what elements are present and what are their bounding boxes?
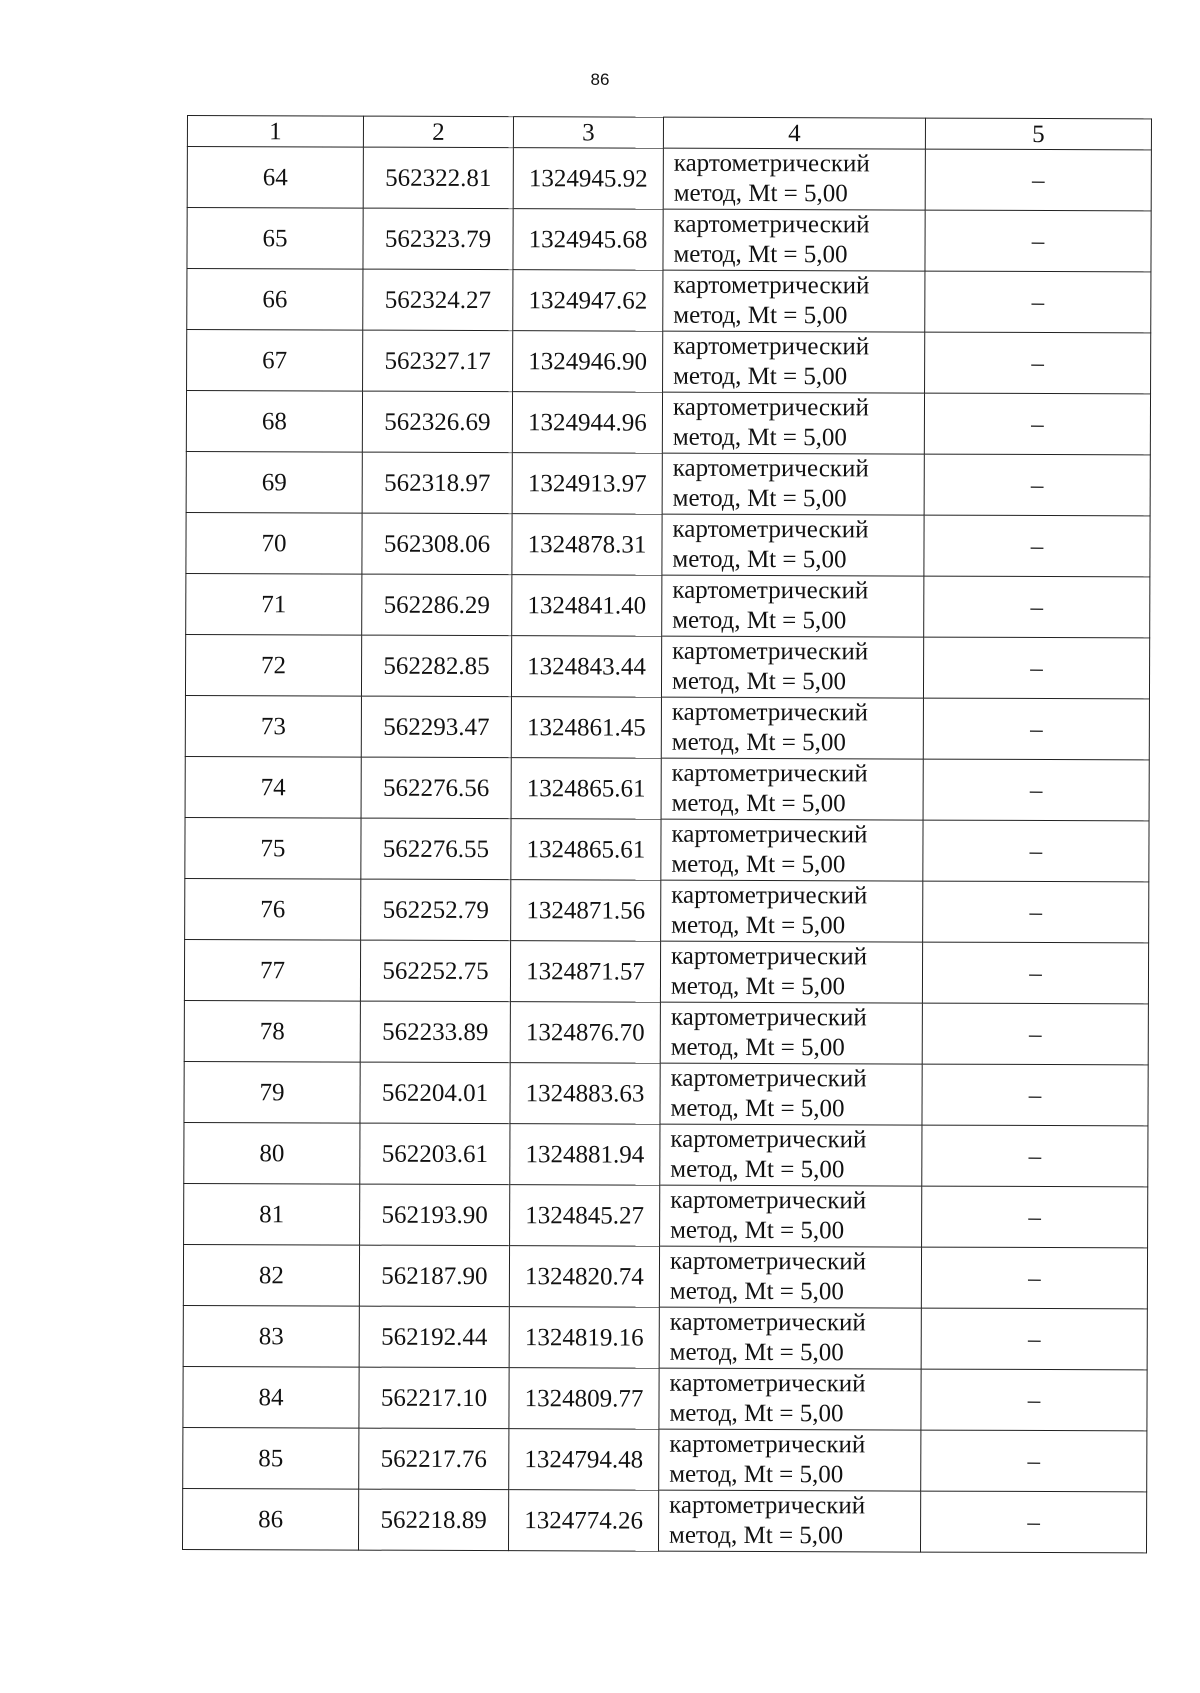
- table-row: [184, 1000, 1148, 1064]
- method-cell: [662, 514, 924, 576]
- note-cell: –: [921, 1430, 1147, 1492]
- note-cell: –: [923, 698, 1149, 760]
- y-coordinate-cell: 1324945.92: [513, 148, 663, 210]
- method-text-line2: метод, Mt = 5,00: [671, 789, 846, 818]
- table-row: [182, 1488, 1146, 1552]
- method-cell: [659, 1307, 921, 1369]
- method-text-line2: метод, Mt = 5,00: [672, 484, 847, 513]
- method-cell: [662, 575, 924, 637]
- header-col-1: 1: [187, 116, 363, 148]
- method-cell: [658, 1490, 920, 1552]
- y-coordinate-cell: 1324946.90: [513, 331, 663, 393]
- method-text-line2: метод, Mt = 5,00: [669, 1460, 844, 1489]
- x-coordinate-cell: 562286.29: [362, 574, 512, 636]
- method-text-line1: картометрический: [669, 1491, 866, 1520]
- note-cell: –: [924, 454, 1150, 516]
- y-coordinate-cell: 1324871.57: [510, 941, 660, 1003]
- table-row: [185, 878, 1149, 942]
- table-row: [187, 269, 1151, 333]
- method-text-line1: картометрический: [670, 1186, 867, 1215]
- note-cell: –: [922, 1186, 1148, 1248]
- x-coordinate-cell: 562233.89: [360, 1001, 510, 1063]
- method-text-line1: картометрический: [669, 1308, 866, 1337]
- method-text-line2: метод, Mt = 5,00: [669, 1399, 844, 1428]
- y-coordinate-cell: 1324774.26: [508, 1490, 658, 1552]
- x-coordinate-cell: 562203.61: [360, 1123, 510, 1185]
- method-text-line2: метод, Mt = 5,00: [670, 1155, 845, 1184]
- method-cell: [660, 1124, 922, 1186]
- method-cell: [663, 148, 925, 210]
- method-text-line2: метод, Mt = 5,00: [670, 1033, 845, 1062]
- note-cell: –: [925, 332, 1151, 394]
- table-row: [185, 695, 1149, 759]
- table-row: [185, 817, 1149, 881]
- table-row: [185, 634, 1149, 698]
- x-coordinate-cell: 562252.75: [360, 940, 510, 1002]
- method-text-line1: картометрический: [670, 1003, 867, 1032]
- note-cell: –: [924, 515, 1150, 577]
- method-text-line1: картометрический: [671, 759, 868, 788]
- note-cell: –: [921, 1369, 1147, 1431]
- method-cell: [659, 1368, 921, 1430]
- method-text-line1: картометрический: [670, 1125, 867, 1154]
- x-coordinate-cell: 562293.47: [361, 696, 511, 758]
- method-text-line1: картометрический: [671, 942, 868, 971]
- point-number-cell: 72: [185, 634, 361, 696]
- y-coordinate-cell: 1324865.61: [511, 758, 661, 820]
- note-cell: –: [922, 1125, 1148, 1187]
- x-coordinate-cell: 562217.10: [359, 1367, 509, 1429]
- coordinates-table: [182, 115, 1152, 1553]
- y-coordinate-cell: 1324841.40: [512, 575, 662, 637]
- y-coordinate-cell: 1324809.77: [509, 1368, 659, 1430]
- method-text-line2: метод, Mt = 5,00: [671, 911, 846, 940]
- table-row: [184, 1122, 1148, 1186]
- method-cell: [661, 636, 923, 698]
- method-text-line2: метод, Mt = 5,00: [671, 728, 846, 757]
- point-number-cell: 85: [183, 1427, 359, 1489]
- x-coordinate-cell: 562323.79: [363, 208, 513, 270]
- y-coordinate-cell: 1324845.27: [510, 1185, 660, 1247]
- point-number-cell: 73: [185, 695, 361, 757]
- y-coordinate-cell: 1324913.97: [512, 453, 662, 515]
- method-text-line2: метод, Mt = 5,00: [672, 423, 847, 452]
- method-cell: [663, 270, 925, 332]
- point-number-cell: 75: [185, 817, 361, 879]
- method-text-line2: метод, Mt = 5,00: [671, 667, 847, 696]
- method-cell: [662, 392, 924, 454]
- point-number-cell: 65: [187, 208, 363, 270]
- header-row: [187, 116, 1151, 150]
- y-coordinate-cell: 1324883.63: [510, 1063, 660, 1125]
- table-row: [187, 330, 1151, 394]
- method-text-line2: метод, Mt = 5,00: [672, 545, 847, 574]
- x-coordinate-cell: 562218.89: [358, 1489, 508, 1551]
- y-coordinate-cell: 1324876.70: [510, 1002, 660, 1064]
- x-coordinate-cell: 562252.79: [361, 879, 511, 941]
- note-cell: –: [923, 820, 1149, 882]
- method-cell: [663, 331, 925, 393]
- table-row: [183, 1244, 1147, 1308]
- note-cell: –: [923, 881, 1149, 943]
- point-number-cell: 77: [184, 939, 360, 1001]
- table-row: [187, 147, 1151, 211]
- method-text-line1: картометрический: [673, 149, 870, 178]
- method-text-line1: картометрический: [672, 454, 869, 483]
- method-text-line2: метод, Mt = 5,00: [672, 606, 847, 635]
- table-row: [183, 1366, 1147, 1430]
- y-coordinate-cell: 1324881.94: [510, 1124, 660, 1186]
- note-cell: –: [924, 576, 1150, 638]
- y-coordinate-cell: 1324843.44: [511, 636, 661, 698]
- y-coordinate-cell: 1324794.48: [509, 1429, 659, 1491]
- x-coordinate-cell: 562192.44: [359, 1306, 509, 1368]
- y-coordinate-cell: 1324865.61: [511, 819, 661, 881]
- method-cell: [661, 880, 923, 942]
- x-coordinate-cell: 562204.01: [360, 1062, 510, 1124]
- method-text-line1: картометрический: [669, 1247, 867, 1276]
- x-coordinate-cell: 562326.69: [362, 391, 512, 453]
- point-number-cell: 86: [182, 1488, 358, 1550]
- y-coordinate-cell: 1324944.96: [512, 392, 662, 454]
- x-coordinate-cell: 562324.27: [363, 269, 513, 331]
- point-number-cell: 67: [187, 330, 363, 392]
- x-coordinate-cell: 562187.90: [359, 1245, 509, 1307]
- point-number-cell: 70: [186, 512, 362, 574]
- table-body: [182, 147, 1151, 1553]
- x-coordinate-cell: 562308.06: [362, 513, 512, 575]
- x-coordinate-cell: 562318.97: [362, 452, 512, 514]
- method-cell: [661, 819, 923, 881]
- y-coordinate-cell: 1324820.74: [509, 1246, 659, 1308]
- note-cell: –: [925, 210, 1151, 272]
- method-text-line1: картометрический: [669, 1369, 866, 1398]
- point-number-cell: 76: [185, 878, 361, 940]
- method-text-line1: картометрический: [673, 271, 870, 300]
- note-cell: –: [925, 149, 1151, 211]
- note-cell: –: [921, 1247, 1147, 1309]
- point-number-cell: 78: [184, 1000, 360, 1062]
- method-cell: [660, 941, 922, 1003]
- point-number-cell: 66: [187, 269, 363, 331]
- method-text-line2: метод, Mt = 5,00: [668, 1521, 844, 1550]
- x-coordinate-cell: 562276.56: [361, 757, 511, 819]
- method-text-line2: метод, Mt = 5,00: [673, 240, 848, 269]
- x-coordinate-cell: 562276.55: [361, 818, 511, 880]
- point-number-cell: 82: [183, 1244, 359, 1306]
- note-cell: –: [923, 759, 1149, 821]
- note-cell: –: [925, 271, 1151, 333]
- point-number-cell: 83: [183, 1305, 359, 1367]
- table-row: [183, 1305, 1147, 1369]
- method-cell: [659, 1429, 921, 1491]
- header-col-5: 5: [925, 118, 1151, 150]
- method-text-line2: метод, Mt = 5,00: [671, 850, 846, 879]
- header-col-4: 4: [663, 117, 925, 149]
- point-number-cell: 74: [185, 756, 361, 818]
- table-row: [184, 939, 1148, 1003]
- method-text-line2: метод, Mt = 5,00: [669, 1277, 844, 1306]
- method-text-line1: картометрический: [670, 1064, 867, 1093]
- method-cell: [661, 758, 923, 820]
- y-coordinate-cell: 1324947.62: [513, 270, 663, 332]
- point-number-cell: 79: [184, 1061, 360, 1123]
- method-text-line1: картометрический: [669, 1430, 866, 1459]
- header-col-3: 3: [513, 117, 663, 149]
- note-cell: –: [922, 942, 1148, 1004]
- table-row: [185, 756, 1149, 820]
- page-number: 86: [590, 70, 610, 89]
- point-number-cell: 84: [183, 1366, 359, 1428]
- table-row: [184, 1061, 1148, 1125]
- table-row: [187, 208, 1151, 272]
- method-cell: [662, 453, 924, 515]
- method-text-line1: картометрический: [673, 210, 870, 239]
- y-coordinate-cell: 1324861.45: [511, 697, 661, 759]
- method-cell: [660, 1063, 922, 1125]
- method-text-line1: картометрический: [673, 332, 870, 361]
- method-text-line2: метод, Mt = 5,00: [670, 1216, 845, 1245]
- point-number-cell: 81: [184, 1183, 360, 1245]
- method-text-line1: картометрический: [672, 393, 870, 422]
- x-coordinate-cell: 562217.76: [359, 1428, 509, 1490]
- note-cell: –: [922, 1064, 1148, 1126]
- point-number-cell: 69: [186, 451, 362, 513]
- method-cell: [663, 209, 925, 271]
- y-coordinate-cell: 1324871.56: [511, 880, 661, 942]
- method-text-line1: картометрический: [672, 637, 869, 666]
- table-row: [186, 391, 1150, 455]
- note-cell: –: [920, 1491, 1146, 1553]
- table-header: [187, 116, 1151, 150]
- method-text-line1: картометрический: [671, 881, 868, 910]
- note-cell: –: [924, 393, 1150, 455]
- method-text-line1: картометрический: [672, 576, 869, 605]
- table-row: [186, 512, 1150, 576]
- header-col-2: 2: [363, 116, 513, 148]
- method-text-line2: метод, Mt = 5,00: [670, 972, 846, 1001]
- table-row: [186, 573, 1150, 637]
- x-coordinate-cell: 562322.81: [363, 147, 513, 209]
- method-text-line2: метод, Mt = 5,00: [673, 179, 848, 208]
- table-row: [186, 451, 1150, 515]
- method-text-line2: метод, Mt = 5,00: [669, 1338, 844, 1367]
- point-number-cell: 71: [186, 573, 362, 635]
- method-text-line1: картометрический: [671, 698, 868, 727]
- method-cell: [660, 1002, 922, 1064]
- x-coordinate-cell: 562327.17: [363, 330, 513, 392]
- method-cell: [661, 697, 923, 759]
- method-text-line1: картометрический: [671, 820, 868, 849]
- y-coordinate-cell: 1324819.16: [509, 1307, 659, 1369]
- note-cell: –: [923, 637, 1149, 699]
- method-text-line1: картометрический: [672, 515, 869, 544]
- method-text-line2: метод, Mt = 5,00: [670, 1094, 845, 1123]
- method-text-line2: метод, Mt = 5,00: [673, 301, 848, 330]
- point-number-cell: 80: [184, 1122, 360, 1184]
- method-cell: [659, 1246, 921, 1308]
- x-coordinate-cell: 562282.85: [361, 635, 511, 697]
- method-cell: [660, 1185, 922, 1247]
- point-number-cell: 64: [187, 147, 363, 209]
- point-number-cell: 68: [186, 391, 362, 453]
- method-text-line2: метод, Mt = 5,00: [673, 362, 848, 391]
- note-cell: –: [922, 1003, 1148, 1065]
- x-coordinate-cell: 562193.90: [360, 1184, 510, 1246]
- note-cell: –: [921, 1308, 1147, 1370]
- y-coordinate-cell: 1324878.31: [512, 514, 662, 576]
- table-row: [183, 1427, 1147, 1491]
- y-coordinate-cell: 1324945.68: [513, 209, 663, 271]
- table-row: [184, 1183, 1148, 1247]
